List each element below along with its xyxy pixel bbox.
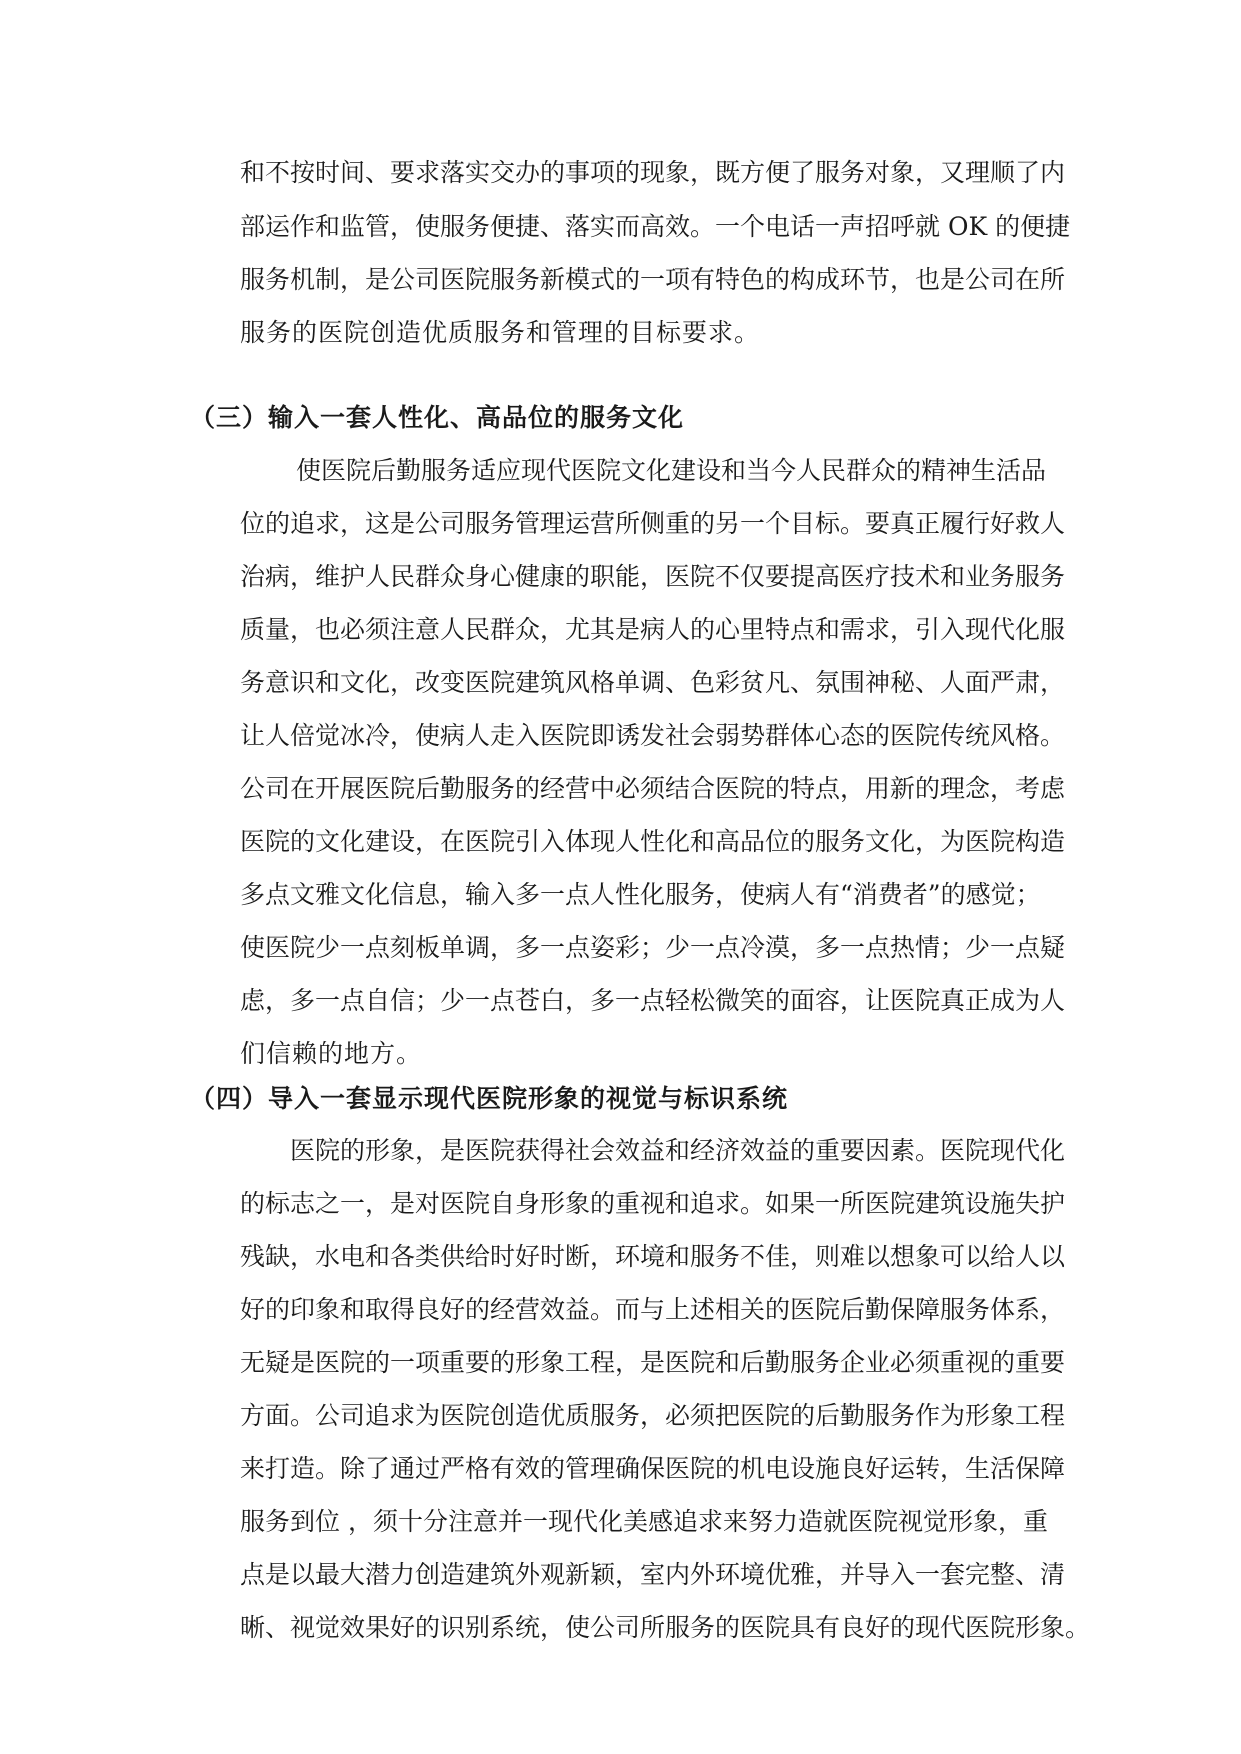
paragraph-line: 使医院少一点刻板单调，多一点姿彩；少一点冷漠，多一点热情；少一点疑 <box>240 933 1066 962</box>
paragraph-line: 公司在开展医院后勤服务的经营中必须结合医院的特点，用新的理念，考虑 <box>240 774 1066 803</box>
paragraph-line: 治病，维护人民群众身心健康的职能，医院不仅要提高医疗技术和业务服务 <box>240 562 1066 591</box>
section-heading-3: （三）输入一套人性化、高品位的服务文化 <box>190 403 685 432</box>
paragraph-line: 无疑是医院的一项重要的形象工程，是医院和后勤服务企业必须重视的重要 <box>240 1348 1066 1377</box>
paragraph-line: 使医院后勤服务适应现代医院文化建设和当今人民群众的精神生活品 <box>296 456 1047 485</box>
paragraph-line: 服务的医院创造优质服务和管理的目标要求。 <box>240 318 761 347</box>
paragraph-line: 务意识和文化，改变医院建筑风格单调、色彩贫凡、氛围神秘、人面严肃， <box>240 668 1066 697</box>
paragraph-line: 残缺，水电和各类供给时好时断，环境和服务不佳，则难以想象可以给人以 <box>240 1242 1066 1271</box>
paragraph-line: 让人倍觉冰冷，使病人走入医院即诱发社会弱势群体心态的医院传统风格。 <box>240 721 1066 750</box>
paragraph-line: 质量，也必须注意人民群众，尤其是病人的心里特点和需求，引入现代化服 <box>240 615 1066 644</box>
paragraph-line: 服务机制，是公司医院服务新模式的一项有特色的构成环节，也是公司在所 <box>240 265 1066 294</box>
paragraph-line: 多点文雅文化信息，输入多一点人性化服务，使病人有“消费者”的感觉； <box>240 880 1041 909</box>
paragraph-line: 方面。公司追求为医院创造优质服务，必须把医院的后勤服务作为形象工程 <box>240 1401 1066 1430</box>
paragraph-line: 们信赖的地方。 <box>240 1039 423 1068</box>
paragraph-line: 医院的形象，是医院获得社会效益和经济效益的重要因素。医院现代化 <box>290 1136 1066 1165</box>
paragraph-line: 点是以最大潜力创造建筑外观新颖，室内外环境优雅，并导入一套完整、清 <box>240 1560 1066 1589</box>
paragraph-line: 部运作和监管，使服务便捷、落实而高效。一个电话一声招呼就 OK 的便捷 <box>240 212 1071 241</box>
paragraph-line: 晰、视觉效果好的识别系统，使公司所服务的医院具有良好的现代医院形象。 <box>240 1613 1091 1642</box>
paragraph-line: 和不按时间、要求落实交办的事项的现象，既方便了服务对象，又理顺了内 <box>240 158 1066 187</box>
paragraph-line: 来打造。除了通过严格有效的管理确保医院的机电设施良好运转，生活保障 <box>240 1454 1066 1483</box>
paragraph-line: 位的追求，这是公司服务管理运营所侧重的另一个目标。要真正履行好救人 <box>240 509 1066 538</box>
paragraph-line: 医院的文化建设，在医院引入体现人性化和高品位的服务文化，为医院构造 <box>240 827 1066 856</box>
paragraph-line: 服务到位 ，须十分注意并一现代化美感追求来努力造就医院视觉形象，重 <box>240 1507 1048 1536</box>
paragraph-line: 好的印象和取得良好的经营效益。而与上述相关的医院后勤保障服务体系， <box>240 1295 1066 1324</box>
paragraph-line: 虑，多一点自信；少一点苍白，多一点轻松微笑的面容，让医院真正成为人 <box>240 986 1066 1015</box>
paragraph-line: 的标志之一，是对医院自身形象的重视和追求。如果一所医院建筑设施失护 <box>240 1189 1066 1218</box>
section-heading-4: （四）导入一套显示现代医院形象的视觉与标识系统 <box>190 1084 789 1113</box>
